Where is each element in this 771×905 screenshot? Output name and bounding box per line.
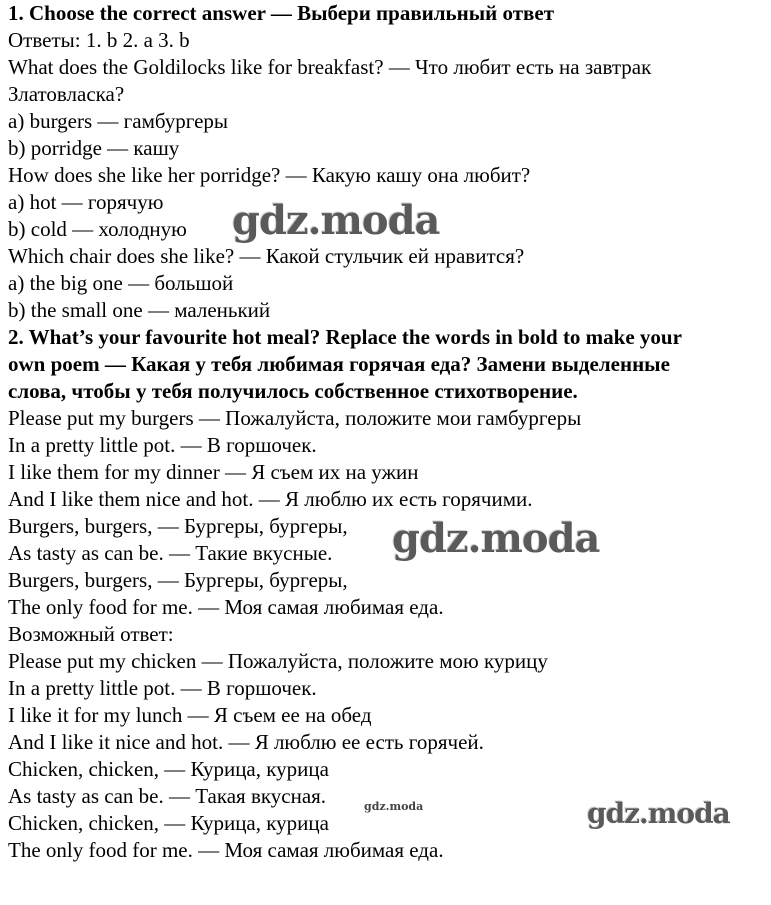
text-line: Please put my chicken — Пожалуйста, положите мою курицу [8,649,548,673]
text-line: How does she like her porridge? — Какую кашу она любит? [8,163,531,187]
text-line: As tasty as can be. — Такая вкусная. [8,784,327,808]
text-line: a) the big one — большой [8,271,234,295]
text-line: Burgers, burgers, — Бургеры, бургеры, [8,514,348,538]
text-line: What does the Goldilocks like for breakfast? — Что любит есть на завтрак [8,55,652,79]
text-line: The only food for me. — Моя самая любимая еда. [8,595,444,619]
heading-line: own poem — Какая у тебя любимая горячая еда? Замени выделенные [8,352,670,376]
text-line: In a pretty little pot. — В горшочек. [8,433,317,457]
watermark-small: gdz.moda [364,800,424,813]
text-line: Chicken, chicken, — Курица, курица [8,757,329,781]
text-line: Please put my burgers — Пожалуйста, положите мои гамбургеры [8,406,582,430]
watermark: gdz.moda [392,515,600,562]
text-line: b) the small one — маленький [8,298,271,322]
heading-line: 1. Choose the correct answer — Выбери правильный ответ [8,1,555,25]
text-line: b) porridge — кашу [8,136,180,160]
text-line: b) cold — холодную [8,217,187,241]
text-line: I like it for my lunch — Я съем ее на обед [8,703,372,727]
watermark: gdz.moda [232,197,440,244]
text-line: Ответы: 1. b 2. a 3. b [8,28,190,52]
text-line: As tasty as can be. — Такие вкусные. [8,541,333,565]
text-line: In a pretty little pot. — В горшочек. [8,676,317,700]
text-line: a) burgers — гамбургеры [8,109,229,133]
text-line: The only food for me. — Моя самая любимая еда. [8,838,444,862]
text-line: Златовласка? [8,82,125,106]
document-body [8,0,768,864]
text-line: Which chair does she like? — Какой стульчик ей нравится? [8,244,525,268]
text-line: Chicken, chicken, — Курица, курица [8,811,329,835]
text-line: And I like them nice and hot. — Я люблю их есть горячими. [8,487,533,511]
watermark: gdz.moda [587,797,730,830]
text-line: Возможный ответ: [8,622,174,646]
heading-line: 2. What’s your favourite hot meal? Replace the words in bold to make your [8,325,682,349]
text-line: a) hot — горячую [8,190,164,214]
heading-line: слова, чтобы у тебя получилось собственное стихотворение. [8,379,578,403]
text-line: Burgers, burgers, — Бургеры, бургеры, [8,568,348,592]
text-line: I like them for my dinner — Я съем их на ужин [8,460,419,484]
text-line: And I like it nice and hot. — Я люблю ее есть горячей. [8,730,484,754]
